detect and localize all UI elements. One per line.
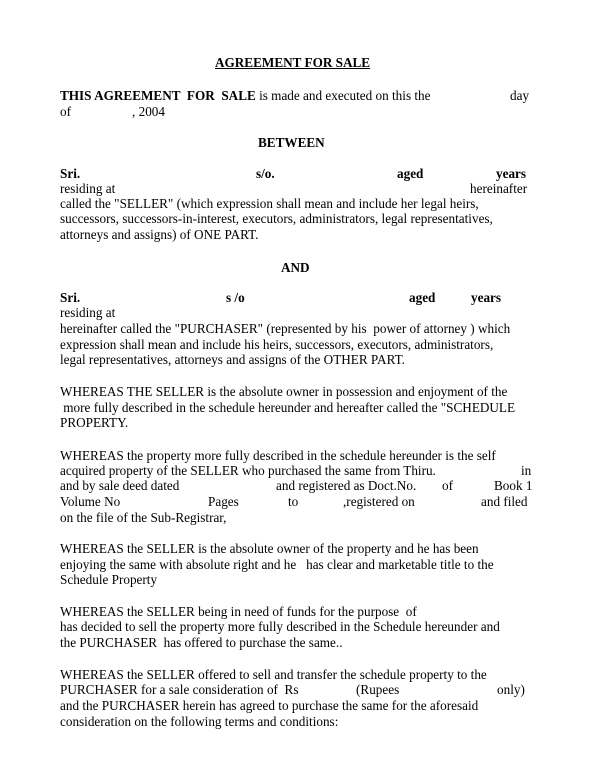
seller-hereinafter: hereinafter (470, 181, 528, 196)
seller-years: years (496, 166, 527, 181)
whereas-3-line-3: Schedule Property (60, 572, 158, 587)
whereas-2-line-2a: acquired property of the SELLER who purchased the same from Thiru. (60, 463, 436, 478)
whereas-2-line-4b: Pages (208, 494, 239, 509)
seller-so: s/o. (256, 166, 275, 181)
whereas-2-line-3c: of (442, 478, 453, 493)
whereas-5-line-4: consideration on the following terms and conditions: (60, 714, 339, 729)
seller-residing: residing at (60, 181, 116, 196)
whereas-4-line-3: the PURCHASER has offered to purchase the same.. (60, 635, 343, 650)
whereas-2-line-3d: Book 1 (494, 478, 533, 493)
whereas-5-line-3: and the PURCHASER herein has agreed to purchase the same for the aforesaid (60, 698, 479, 713)
seller-aged: aged (397, 166, 424, 181)
whereas-2-line-2b: in (521, 463, 532, 478)
seller-sri: Sri. (60, 166, 81, 181)
whereas-4-line-2: has decided to sell the property more fully described in the Schedule hereunder and (60, 619, 500, 634)
whereas-5-line-2a: PURCHASER for a sale consideration of Rs (60, 682, 299, 697)
whereas-2-line-3a: and by sale deed dated (60, 478, 180, 493)
whereas-2-line-4d: ,registered on (343, 494, 415, 509)
purchaser-line-4: expression shall mean and include his heirs, successors, executors, administrators, (60, 337, 494, 352)
intro-day: day (510, 88, 530, 103)
whereas-1-line-3: PROPERTY. (60, 415, 129, 430)
intro-line-1 (60, 88, 430, 103)
whereas-5-line-2c: only) (497, 682, 525, 697)
whereas-5-line-2b: (Rupees (356, 682, 400, 697)
whereas-2-line-5: on the file of the Sub-Registrar, (60, 510, 227, 525)
purchaser-line-5: legal representatives, attorneys and assigns of the OTHER PART. (60, 352, 405, 367)
purchaser-so: s /o (226, 290, 245, 305)
whereas-2-line-4a: Volume No (60, 494, 121, 509)
and-heading: AND (281, 260, 310, 275)
whereas-3-line-2: enjoying the same with absolute right and he has clear and marketable title to the (60, 557, 494, 572)
seller-line-5: attorneys and assigns) of ONE PART. (60, 227, 259, 242)
whereas-1-line-1: WHEREAS THE SELLER is the absolute owner in possession and enjoyment of the (60, 384, 508, 399)
whereas-2-line-4c: to (288, 494, 299, 509)
purchaser-residing: residing at (60, 305, 116, 320)
whereas-1-line-2: more fully described in the schedule hereunder and hereafter called the "SCHEDULE (60, 400, 516, 415)
whereas-2-line-3b: and registered as Doct.No. (276, 478, 417, 493)
intro-rest: is made and executed on this the (255, 88, 431, 103)
whereas-4-line-1: WHEREAS the SELLER being in need of funds for the purpose of (60, 604, 417, 619)
whereas-5-line-1: WHEREAS the SELLER offered to sell and transfer the schedule property to the (60, 667, 487, 682)
purchaser-sri: Sri. (60, 290, 81, 305)
document-title: AGREEMENT FOR SALE (215, 55, 371, 70)
seller-line-4: successors, successors-in-interest, executors, administrators, legal representatives, (60, 211, 493, 226)
between-heading: BETWEEN (258, 135, 325, 150)
purchaser-aged: aged (409, 290, 436, 305)
purchaser-line-3: hereinafter called the "PURCHASER" (represented by his power of attorney ) which (60, 321, 511, 336)
whereas-3-line-1: WHEREAS the SELLER is the absolute owner of the property and he has been (60, 541, 479, 556)
whereas-2-line-4e: and filed (481, 494, 528, 509)
purchaser-years: years (471, 290, 502, 305)
seller-line-3: called the "SELLER" (which expression shall mean and include her legal heirs, (60, 196, 479, 211)
intro-of: of (60, 104, 71, 119)
whereas-2-line-1: WHEREAS the property more fully described in the schedule hereunder is the self (60, 448, 496, 463)
intro-lead: THIS AGREEMENT FOR SALE (60, 88, 256, 103)
intro-year: , 2004 (132, 104, 165, 119)
